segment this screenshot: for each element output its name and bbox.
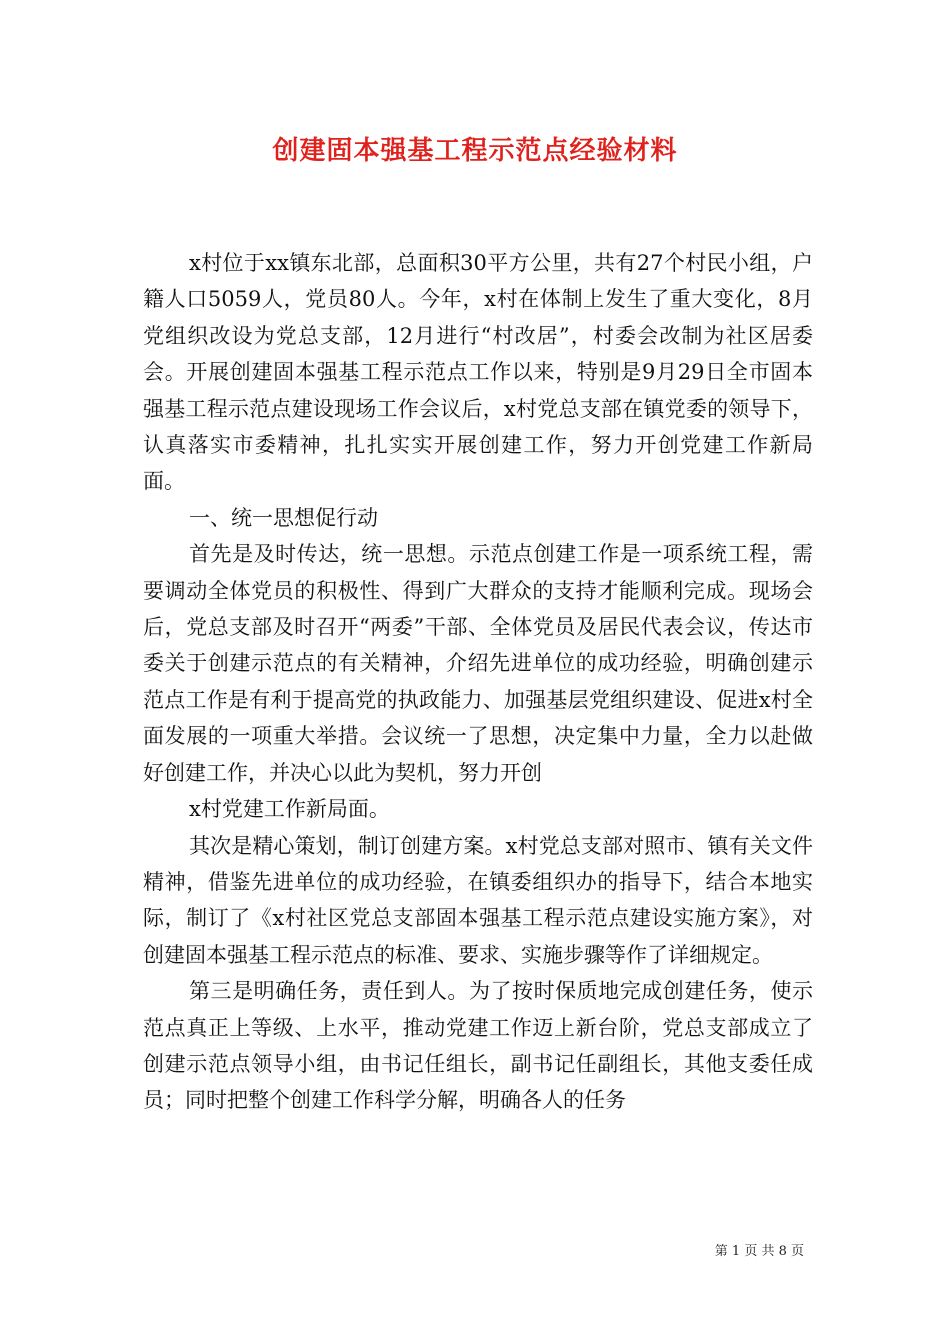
section-heading-1: 一、统一思想促行动 xyxy=(189,505,378,530)
paragraph-third-point: 第三是明确任务，责任到人。为了按时保质地完成创建任务，使示范点真正上等级、上水平，推动党建工作迈上新台阶，党总支部成立了创建示范点领导小组，由书记任组长，副书记任副组长，其他支委任成员；同时把整个创建工作科学分解，明确各人的任务 xyxy=(143,979,813,1113)
document-body xyxy=(143,245,813,1119)
paragraph-continuation: x村党建工作新局面。 xyxy=(189,797,390,822)
page-number: 第 1 页 共 8 页 xyxy=(714,1244,804,1259)
paragraph-first-point: 首先是及时传达，统一思想。示范点创建工作是一项系统工程，需要调动全体党员的积极性、得到广大群众的支持才能顺利完成。现场会后，党总支部及时召开“两委”干部、全体党员及居民代表会议，传达市委关于创建示范点的有关精神，介绍先进单位的成功经验，明确创建示范点工作是有利于提高党的执政能力、加强基层党组织建设、促进x村全面发展的一项重大举措。会议统一了思想，决定集中力量，全力以赴做好创建工作，并决心以此为契机，努力开创 xyxy=(143,542,813,785)
document-title: 创建固本强基工程示范点经验材料 xyxy=(272,136,678,166)
paragraph-second-point: 其次是精心策划，制订创建方案。x村党总支部对照市、镇有关文件精神，借鉴先进单位的成功经验，在镇委组织办的指导下，结合本地实际，制订了《x村社区党总支部固本强基工程示范点建设实施方案》，对创建固本强基工程示范点的标准、要求、实施步骤等作了详细规定。 xyxy=(143,833,813,967)
paragraph-intro: x村位于xx镇东北部，总面积30平方公里，共有27个村民小组，户籍人口5059人，党员80人。今年，x村在体制上发生了重大变化，8月党组织改设为党总支部，12月进行“村改居”，村委会改制为社区居委会。开展创建固本强基工程示范点工作以来，特别是9月29日全市固本强基工程示范点建设现场工作会议后，x村党总支部在镇党委的领导下，认真落实市委精神，扎扎实实开展创建工作，努力开创党建工作新局面。 xyxy=(143,251,813,494)
